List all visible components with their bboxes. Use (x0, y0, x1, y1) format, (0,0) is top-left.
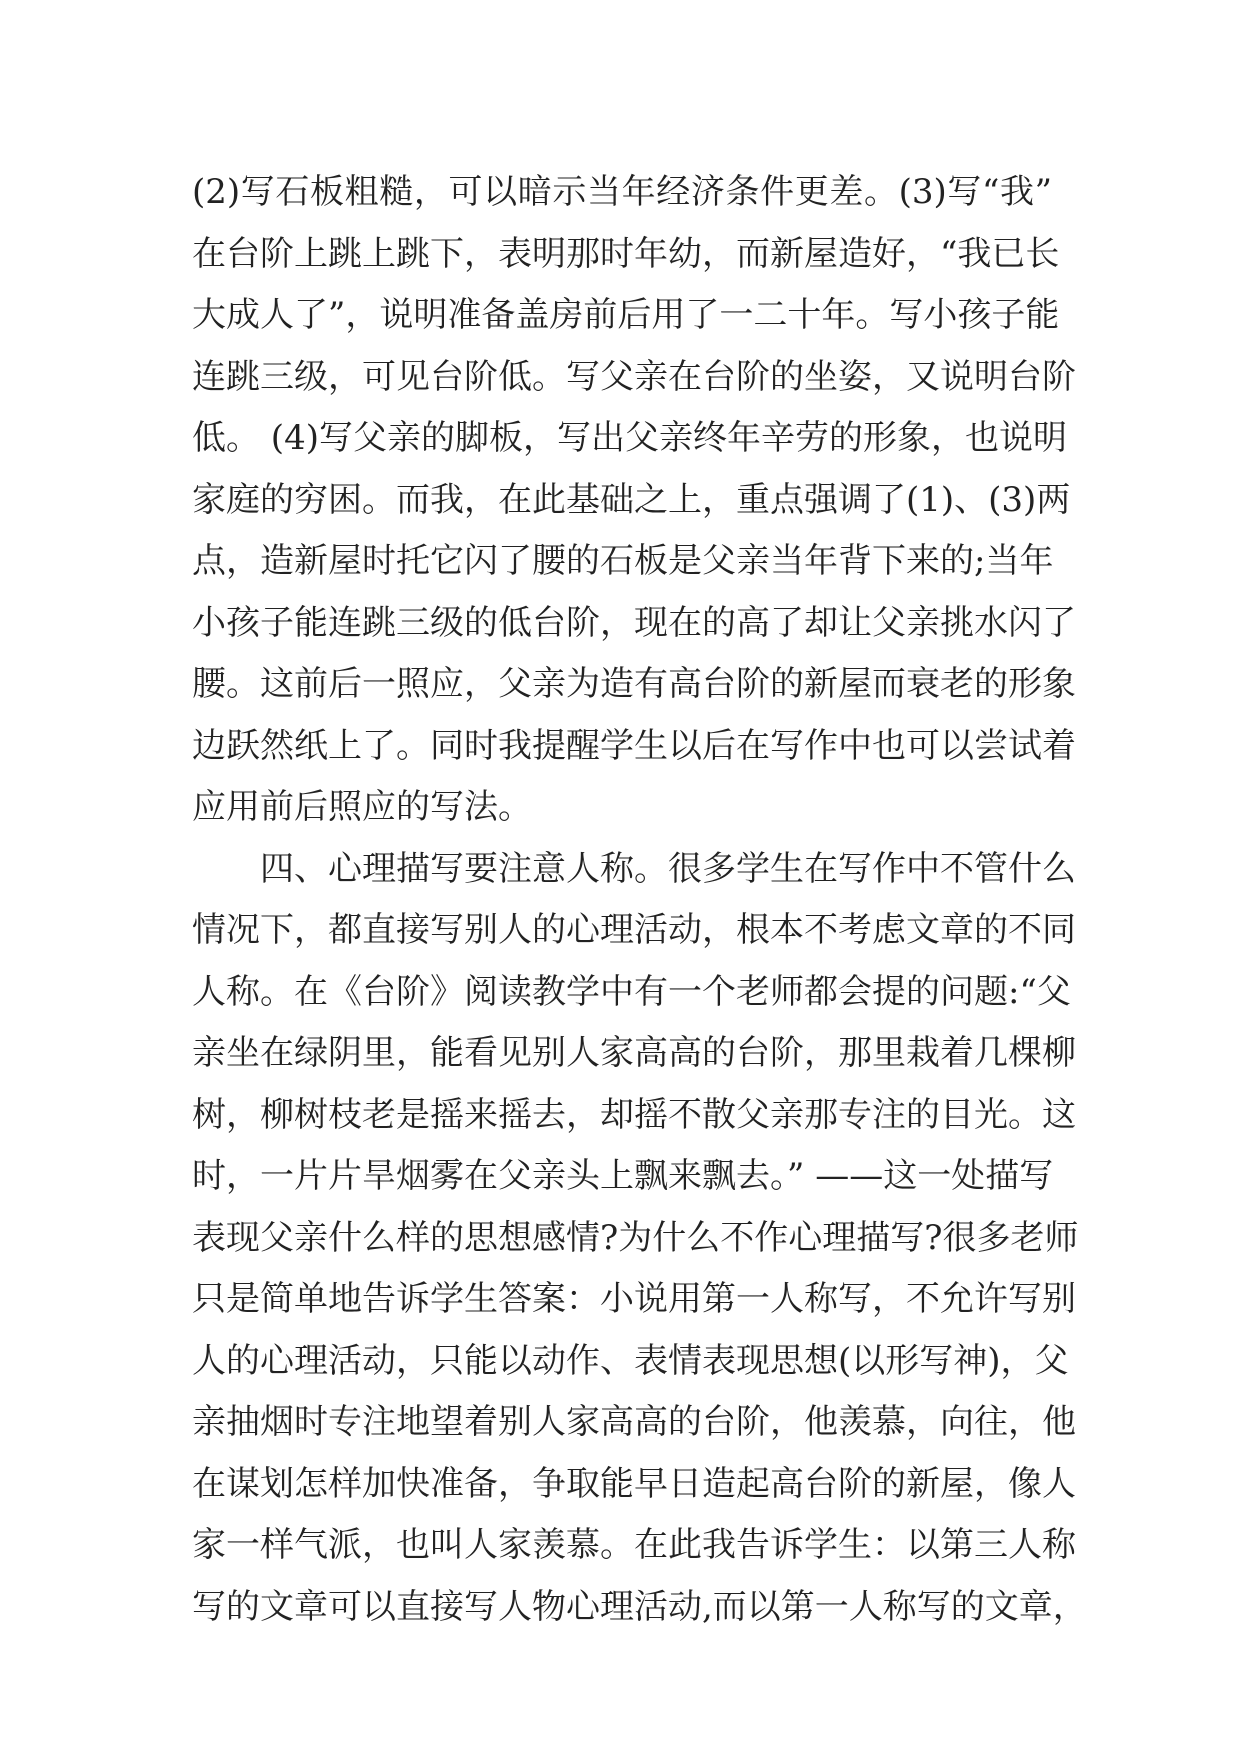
text-line: 边跃然纸上了。同时我提醒学生以后在写作中也可以尝试着 (192, 725, 1076, 766)
text-line: 家一样气派，也叫人家羡慕。在此我告诉学生：以第三人称 (192, 1525, 1076, 1565)
text-line: 人的心理活动，只能以动作、表情表现思想(以形写神)，父 (192, 1340, 1069, 1381)
paragraph-1 (192, 162, 1076, 839)
text-line: 小孩子能连跳三级的低台阶，现在的高了却让父亲挑水闪了 (192, 602, 1076, 643)
text-line: 在谋划怎样加快准备，争取能早日造起高台阶的新屋，像人 (192, 1463, 1076, 1504)
document-body (192, 162, 1087, 1638)
text-line: 写的文章可以直接写人物心理活动,而以第一人称写的文章， (192, 1586, 1087, 1627)
text-line: 亲抽烟时专注地望着别人家高高的台阶，他羡慕，向往，他 (192, 1402, 1076, 1442)
text-line: 连跳三级，可见台阶低。写父亲在台阶的坐姿，又说明台阶 (192, 356, 1076, 397)
text-line: 腰。这前后一照应，父亲为造有高台阶的新屋而衰老的形象 (192, 664, 1076, 704)
text-line: 人称。在《台阶》阅读教学中有一个老师都会提的问题:“父 (192, 971, 1071, 1012)
text-line: 四、心理描写要注意人称。很多学生在写作中不管什么 (260, 848, 1076, 889)
text-line: 情况下，都直接写别人的心理活动，根本不考虑文章的不同 (192, 910, 1076, 950)
text-line: 低。 (4)写父亲的脚板，写出父亲终年辛劳的形象，也说明 (192, 418, 1067, 458)
text-line: 表现父亲什么样的思想感情?为什么不作心理描写?很多老师 (192, 1217, 1079, 1258)
text-line: 点，造新屋时托它闪了腰的石板是父亲当年背下来的;当年 (192, 541, 1054, 581)
text-line: 大成人了”，说明准备盖房前后用了一二十年。写小孩子能 (192, 295, 1060, 335)
text-line: 树，柳树枝老是摇来摇去，却摇不散父亲那专注的目光。这 (192, 1094, 1076, 1135)
paragraph-2 (192, 839, 1087, 1639)
text-line: 只是简单地告诉学生答案：小说用第一人称写，不允许写别 (192, 1279, 1076, 1319)
text-line: 家庭的穷困。而我，在此基础之上，重点强调了(1)、(3)两 (192, 479, 1071, 520)
text-line: 应用前后照应的写法。 (192, 787, 532, 827)
text-line: 在台阶上跳上跳下，表明那时年幼，而新屋造好，“我已长 (192, 233, 1060, 274)
text-line: 时，一片片旱烟雾在父亲头上飘来飘去。” ——这一处描写 (192, 1156, 1054, 1196)
text-line: 亲坐在绿阴里，能看见别人家高高的台阶，那里栽着几棵柳 (192, 1033, 1076, 1073)
text-line: (2)写石板粗糙，可以暗示当年经济条件更差。(3)写“我” (192, 172, 1052, 212)
